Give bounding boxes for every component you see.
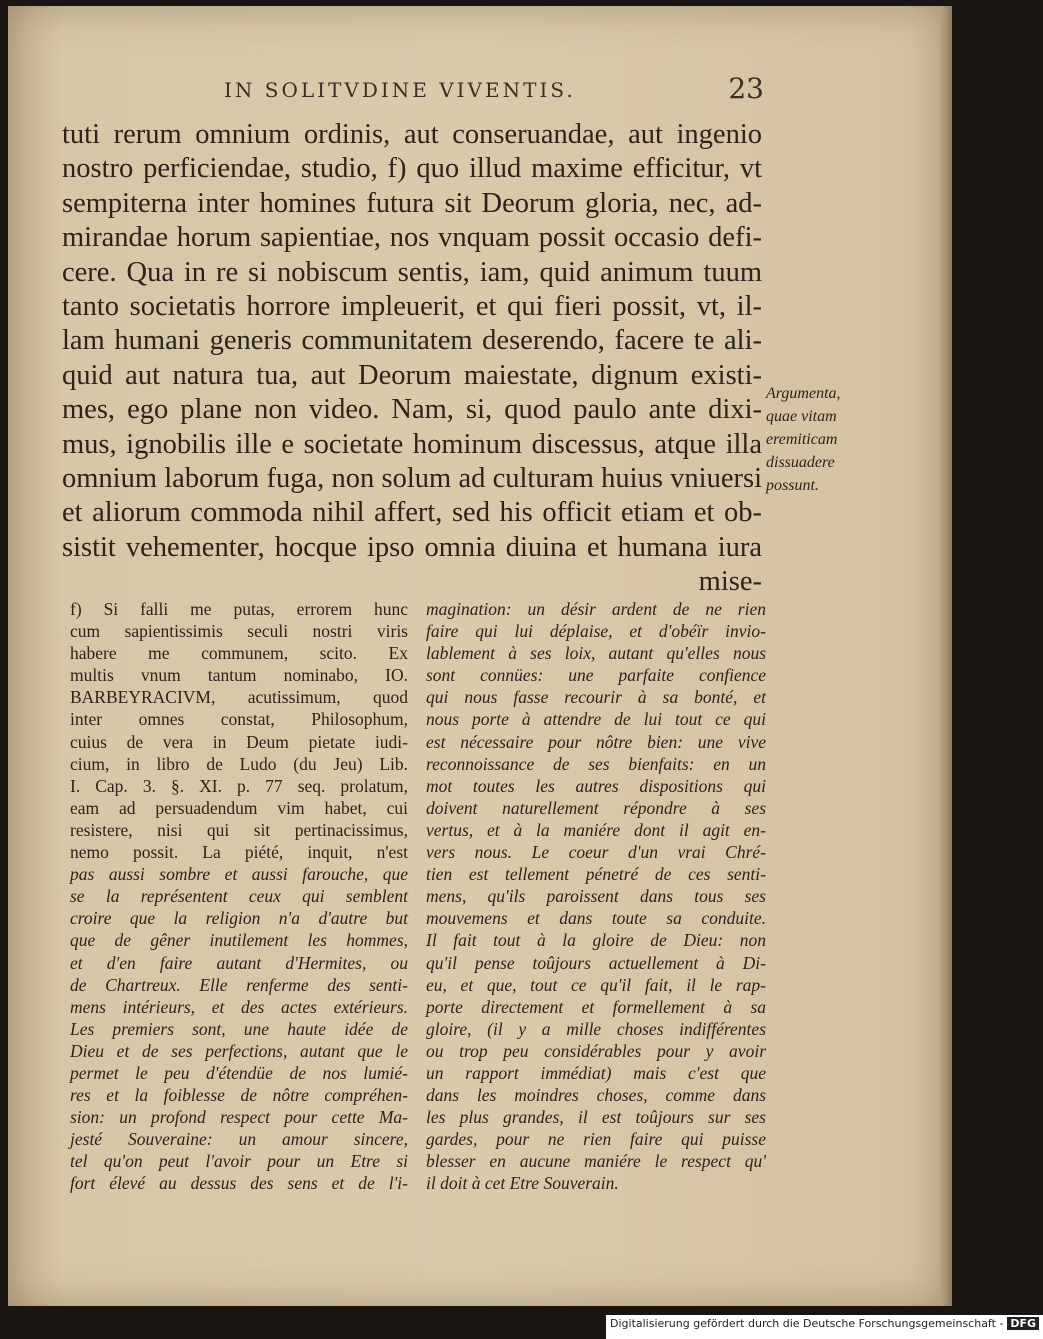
main-line: cere. Qua in re si nobiscum sentis, iam, quid animum tuum — [62, 256, 762, 288]
footnote-line: mouvemens et dans toute sa conduite. — [426, 908, 766, 929]
footnote-line: gardes, pour ne rien faire qui puisse — [426, 1129, 766, 1150]
footnote-line: mens, qu'ils paroissent dans tous ses — [426, 886, 766, 907]
footnote-line: tel qu'on peut l'avoir pour un Etre si — [70, 1151, 408, 1172]
footnote-line: il doit à cet Etre Souverain. — [426, 1173, 619, 1194]
margin-note-line: eremiticam — [766, 431, 838, 448]
footnote-line: Il fait tout à la gloire de Dieu: non — [426, 930, 766, 951]
catchword: mise- — [698, 566, 762, 598]
footnote-line: sont connües: une parfaite confience — [426, 665, 766, 686]
footnote-line: magination: un désir ardent de ne rien — [426, 599, 766, 619]
page-number: 23 — [728, 72, 764, 105]
footnote-line: pas aussi sombre et aussi farouche, que — [70, 864, 408, 885]
footnote-line: permet le peu d'étendüe de nos lumié- — [70, 1062, 408, 1083]
digitization-credit — [606, 1315, 1043, 1339]
footnote-line: tien est tellement pénetré de ces senti- — [426, 864, 766, 885]
main-line: nostro perficiendae, studio, f) quo illud maxime efficitur, vt — [62, 153, 762, 185]
footnote-line: f) Si falli me putas, errorem hunc — [70, 599, 408, 619]
footnote-line: mens intérieurs, et des actes extérieurs. — [70, 996, 408, 1017]
footnote-line: qu'il pense toûjours actuellement à Di- — [426, 952, 766, 973]
footnote-line: I. Cap. 3. §. XI. p. 77 seq. prolatum, — [70, 775, 408, 796]
footnote-line: eam ad persuadendum vim habet, cui — [70, 797, 408, 818]
running-head-title: IN SOLITVDINE VIVENTIS. — [224, 78, 576, 102]
running-head — [224, 72, 764, 108]
footnote-line: multis vnum tantum nominabo, IO. — [70, 665, 408, 686]
footnote-line: res et la foiblesse de nôtre compréhen- — [70, 1085, 408, 1106]
main-line: sempiterna inter homines futura sit Deorum gloria, nec, ad- — [62, 187, 762, 219]
footnote-line: jesté Souveraine: un amour sincere, — [70, 1129, 408, 1150]
footnote-line: est nécessaire pour nôtre bien: une vive — [426, 731, 766, 752]
dfg-logo: DFG — [1007, 1317, 1039, 1330]
main-line: tuti rerum omnium ordinis, aut conseruandae, aut ingenio — [62, 119, 762, 150]
footnote-line: nous porte à attendre de lui tout ce qui — [426, 709, 766, 730]
margin-note-line: Argumenta, — [766, 385, 841, 402]
main-line: mes, ego plane non video. Nam, si, quod paulo ante dixi- — [62, 394, 762, 426]
footnote-line: doivent naturellement répondre à ses — [426, 797, 766, 818]
footnote-line: vers nous. Le coeur d'un vrai Chré- — [426, 842, 766, 863]
main-line: lam humani generis communitatem deserendo, facere te ali- — [62, 325, 762, 357]
footnote-line: les plus grandes, il est toûjours sur ses — [426, 1107, 766, 1128]
footnote-line: nemo possit. La piété, inquit, n'est — [70, 842, 408, 863]
footnote-line: de Chartreux. Elle renferme des senti- — [70, 974, 408, 995]
footnote-line: eu, et que, tout ce qu'il fait, il le rap- — [426, 974, 766, 995]
credit-text: Digitalisierung gefördert durch die Deutsche Forschungsgemeinschaft - — [610, 1317, 1004, 1330]
footnote-line: un rapport immédiat) mais c'est que — [426, 1062, 766, 1083]
footnote-line: cuius de vera in Deum pietate iudi- — [70, 731, 408, 752]
margin-note-line: possunt. — [766, 477, 819, 494]
footnote-line: fort élevé au dessus des sens et de l'i- — [70, 1173, 408, 1194]
main-text — [62, 118, 762, 599]
margin-note-line: quae vitam — [766, 408, 837, 425]
margin-note — [766, 382, 886, 497]
footnote-line: resistere, nisi qui sit pertinacissimus, — [70, 819, 408, 840]
footnote-line: cium, in libro de Ludo (du Jeu) Lib. — [70, 753, 408, 774]
footnote-line: se la représentent ceux qui semblent — [70, 886, 408, 907]
footnote-line: croire que la religion n'a d'autre but — [70, 908, 408, 929]
footnote-line: et d'en faire autant d'Hermites, ou — [70, 952, 408, 973]
main-line: omnium laborum fuga, non solum ad culturam huius vniuersi — [62, 462, 762, 494]
footnote-line: lablement à ses loix, autant qu'elles nous — [426, 643, 766, 664]
main-line: mirandae horum sapientiae, nos vnquam possit occasio defi- — [62, 222, 762, 254]
footnote-line: ou trop peu considérables pour y avoir — [426, 1040, 766, 1061]
footnote-line: mot toutes les autres dispositions qui — [426, 775, 766, 796]
footnote-line: BARBEYRACIVM, acutissimum, quod — [70, 687, 408, 708]
main-line: tanto societatis horrore impleuerit, et qui fieri possit, vt, il- — [62, 290, 762, 322]
footnote-line: que de gêner inutilement les hommes, — [70, 930, 408, 951]
footnote-line: sion: un profond respect pour cette Ma- — [70, 1107, 408, 1128]
footnote-line: qui nous fasse recourir à sa bonté, et — [426, 687, 766, 708]
footnote-line: habere me communem, scito. Ex — [70, 643, 408, 664]
footnote-line: inter omnes constat, Philosophum, — [70, 709, 408, 730]
main-line: et aliorum commoda nihil affert, sed his officit etiam et ob- — [62, 497, 762, 529]
footnote-line: reconnoissance de ses bienfaits: en un — [426, 753, 766, 774]
margin-note-line: dissuadere — [766, 454, 835, 471]
footnote-line: vertus, et à la maniére dont il agit en- — [426, 819, 766, 840]
footnote-line: faire qui lui déplaise, et d'obéïr invio- — [426, 621, 766, 642]
footnote-line: Dieu et de ses perfections, autant que le — [70, 1040, 408, 1061]
footnote-left-column — [70, 598, 408, 1195]
footnote-line: blesser en aucune maniére le respect qu' — [426, 1151, 766, 1172]
footnote-line: cum sapientissimis seculi nostri viris — [70, 621, 408, 642]
footnote-line: Les premiers sont, une haute idée de — [70, 1018, 408, 1039]
main-line: sistit vehementer, hocque ipso omnia diuina et humana iura — [62, 531, 762, 563]
footnote-line: porte directement et formellement à sa — [426, 996, 766, 1017]
footnote-line: gloire, (il y a mille choses indifférentes — [426, 1018, 766, 1039]
footnote-line: dans les moindres choses, comme dans — [426, 1085, 766, 1106]
page-edge — [940, 6, 952, 1306]
footnote-right-column — [426, 598, 766, 1195]
main-line: quid aut natura tua, aut Deorum maiestate, dignum existi- — [62, 359, 762, 391]
main-line: mus, ignobilis ille e societate hominum discessus, atque illa — [62, 428, 762, 460]
